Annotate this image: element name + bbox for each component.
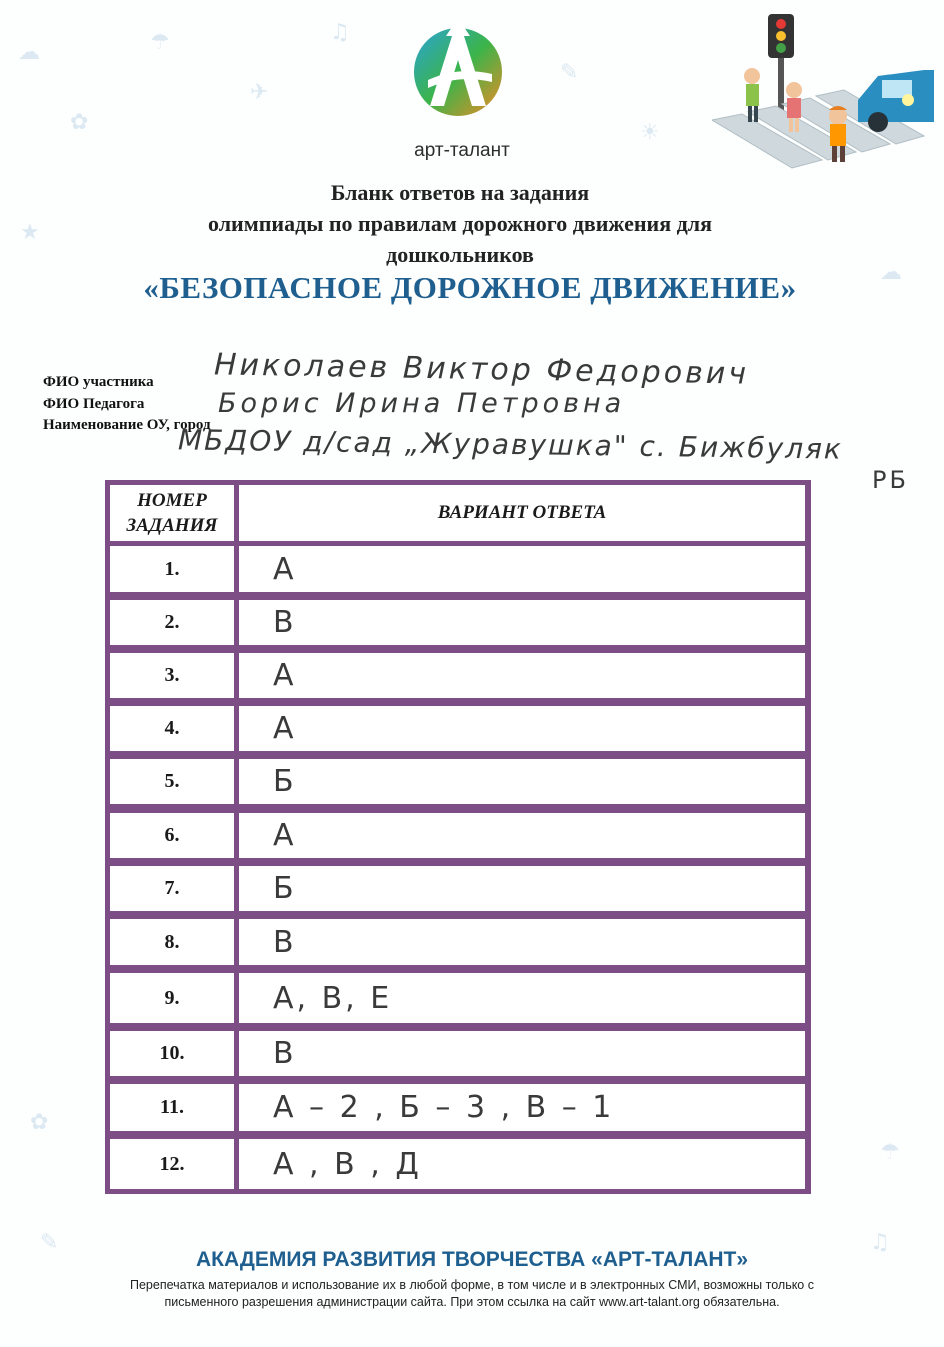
answer-cell-11[interactable]: А – 2 , Б – 3 , В – 1	[239, 1084, 805, 1131]
task-number-1: 1.	[110, 546, 234, 592]
task-number-2: 2.	[110, 600, 234, 645]
road-crossing-illustration	[712, 10, 934, 195]
task-number-6: 6.	[110, 813, 234, 858]
background-doodle: ✎	[40, 1230, 59, 1255]
answer-cell-5[interactable]: Б	[239, 759, 805, 804]
column-header-number-line-2: ЗАДАНИЯ	[126, 515, 218, 536]
answer-table	[105, 480, 811, 1194]
answer-cell-4[interactable]: А	[239, 706, 805, 751]
background-doodle: ♫	[870, 1230, 890, 1255]
answer-cell-3[interactable]: А	[239, 653, 805, 698]
background-doodle: ♫	[330, 20, 350, 45]
background-doodle: ✿	[30, 1110, 49, 1135]
background-doodle: ✿	[70, 110, 89, 135]
teacher-label: ФИО Педагога	[43, 396, 145, 412]
task-number-4: 4.	[110, 706, 234, 751]
column-header-number-line-1: НОМЕР	[137, 490, 207, 511]
art-talant-logo-icon	[408, 14, 508, 124]
task-number-3: 3.	[110, 653, 234, 698]
task-number-7: 7.	[110, 866, 234, 911]
column-header-number	[110, 485, 234, 541]
answer-cell-10[interactable]: В	[239, 1031, 805, 1076]
task-number-11: 11.	[110, 1084, 234, 1131]
sheet-title-line-1: Бланк ответов на задания	[330, 180, 590, 205]
answer-cell-8[interactable]: В	[239, 919, 805, 965]
answer-cell-2[interactable]: В	[239, 600, 805, 645]
background-doodle: ✈	[250, 80, 269, 105]
task-number-10: 10.	[110, 1031, 234, 1076]
answer-cell-9[interactable]: А, В, Е	[239, 973, 805, 1023]
task-number-5: 5.	[110, 759, 234, 804]
task-number-9: 9.	[110, 973, 234, 1023]
answer-cell-1[interactable]: А	[239, 546, 805, 592]
copyright-note-line-1: Перепечатка материалов и использование их в любой форме, в том числе и в электронных СМИ, возможны только с	[129, 1278, 814, 1292]
school-label: Наименование ОУ, город	[43, 417, 211, 433]
school-value-extra: РБ	[872, 466, 909, 494]
answer-cell-6[interactable]: А	[239, 813, 805, 858]
answer-cell-12[interactable]: А , В , Д	[239, 1139, 805, 1189]
background-doodle: ☂	[150, 30, 170, 55]
task-number-12: 12.	[110, 1139, 234, 1189]
brand-name: арт-талант	[414, 140, 510, 161]
sheet-title-line-2: олимпиады по правилам дорожного движения для	[208, 211, 712, 236]
participant-value: Николаев Виктор Федорович	[213, 347, 750, 392]
olympiad-name: «БЕЗОПАСНОЕ ДОРОЖНОЕ ДВИЖЕНИЕ»	[143, 270, 797, 305]
background-doodle: ☁	[880, 260, 902, 285]
copyright-note-line-2: письменного разрешения администрации сайта. При этом ссылка на сайт www.art-talant.org обязательна.	[164, 1295, 780, 1309]
column-header-answer: ВАРИАНТ ОТВЕТА	[239, 485, 805, 541]
school-value: МБДОУ д/сад „Журавушка" с. Бижбуляк	[177, 423, 844, 466]
task-number-8: 8.	[110, 919, 234, 965]
academy-name: АКАДЕМИЯ РАЗВИТИЯ ТВОРЧЕСТВА «АРТ-ТАЛАНТ»	[195, 1248, 749, 1271]
background-doodle: ✎	[560, 60, 579, 85]
participant-label: ФИО участника	[43, 374, 154, 390]
background-doodle: ★	[20, 220, 40, 245]
sheet-title-line-3: дошкольников	[386, 242, 534, 267]
background-doodle: ☁	[18, 40, 40, 65]
answer-cell-7[interactable]: Б	[239, 866, 805, 911]
background-doodle: ☂	[880, 1140, 900, 1165]
background-doodle: ☀	[640, 120, 660, 145]
teacher-value: Борис Ирина Петровна	[218, 388, 626, 419]
